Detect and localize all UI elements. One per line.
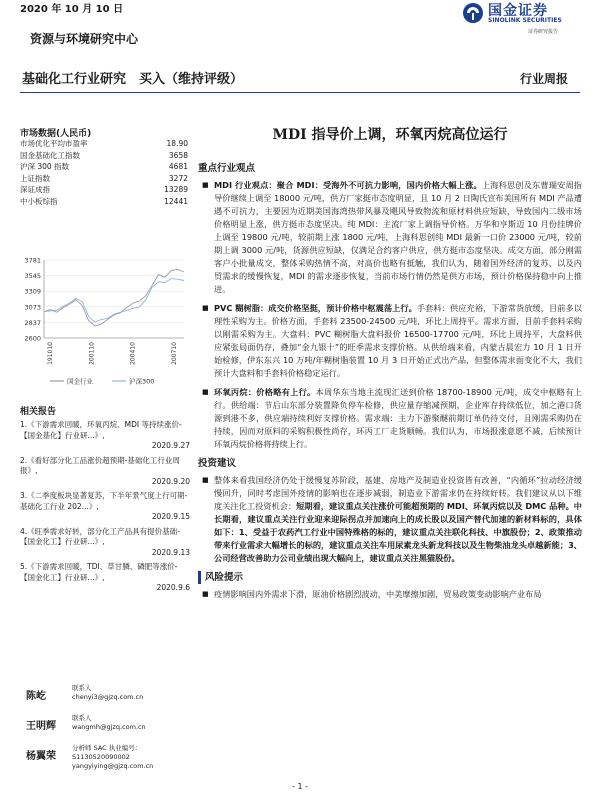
section-heading-investment: 投资建议	[198, 458, 237, 469]
table-row	[20, 184, 188, 196]
y-tick-label: 2600	[24, 334, 41, 343]
market-value: 3272	[168, 173, 188, 183]
market-label: 上证指数	[20, 173, 50, 183]
advice-text: 整体来看我国经济仍处于缓慢复苏阶段，基建、房地产及制造业投资皆有改善，“内循环”拉动经济缓慢回升，同时考虑国外疫情的影响也在逐步减弱，制造业下游需求仍在持续好转。我们建议从以下维度关注化工投资机会：	[214, 475, 582, 511]
market-label: 国金基础化工指数	[20, 150, 80, 160]
list-item	[198, 386, 582, 451]
advice-bold: 短期看，建议重点关注涨价可能超预期的 MDI、环氧丙烷以及 DMC 品种。中长期看，建议重点关注行业迎来迎际拐点并加速向上的成长股以及国产替代加速的新材料标的，具体如下：1、受益于农药汽工行业中国特殊格的标的，建议重点关注联化科技、中旗股份；2、政策推动带来行业需求大幅增长的标的，建议重点关注车用尿素龙头新龙科技以及生物柴油龙头卓越新能；3、公司经营改善助力公司业绩出现大幅向上，建议重点关注黑猫股份。	[214, 501, 582, 563]
bullet-icon: ■	[202, 476, 209, 484]
table-row	[20, 173, 188, 185]
x-tick-label: 200410	[129, 342, 137, 365]
bullet-icon: ■	[202, 590, 209, 598]
item-lead: PVC 糊树脂：成交价格坚挺，预计价格中枢震荡上行。	[214, 303, 417, 313]
list-item[interactable]	[20, 456, 190, 488]
analyst-name: 王明辉	[26, 721, 56, 732]
x-tick-label: 200110	[88, 342, 96, 365]
list-item	[198, 179, 582, 296]
market-label: 市场优化平均市盈率	[20, 139, 88, 149]
brand-logo	[462, 2, 582, 36]
analyst-card	[20, 744, 190, 774]
related-reports-title: 相关报告	[20, 407, 57, 417]
related-date: 2020.9.15	[151, 512, 190, 521]
market-data-title: 市场数据(人民币)	[20, 129, 92, 139]
index-line-chart	[14, 254, 194, 394]
list-item[interactable]	[20, 562, 190, 594]
series-line-0	[44, 269, 184, 326]
related-date: 2020.9.13	[151, 547, 190, 557]
related-date: 2020.9.20	[151, 476, 190, 486]
analyst-email[interactable]: chenyi3@gjzq.com.cn	[72, 693, 144, 701]
item-lead: MDI 行业观点：聚合 MDI：受海外不可抗力影响，国内价格大幅上涨。	[214, 180, 482, 190]
related-date: 2020.9.27	[151, 441, 190, 450]
item-body: 本周华东当地主流现汇送到价格 18700-18900 元/吨，成交中枢略有上行。供给端：节后山东部分装置降负停车检修，供应量存缩减预期，企业库存持续低位，加之港口货源到港不多，供应端持续利好支撑价格。需求端：主力下游聚醚前期订单仍待交付，且刚需采购仍在持续，因而对原料的采购积极性尚存，环丙工厂走货顺畅。我们认为，市场报涨意愿不减，后续预计环氧丙烷价格将持续上行。	[214, 387, 582, 449]
related-text: 5.《下游需求回暖，TDI、草甘膦、磷肥等涨价-【国金化工】行业研...》,	[20, 562, 178, 582]
bullet-icon: ■	[202, 304, 209, 312]
analyst-name: 杨翼荣	[26, 751, 56, 762]
analyst-info	[72, 744, 153, 771]
related-text: 2.《看好部分化工品涨价超预期-基础化工行业周报》,	[20, 455, 180, 475]
item-body: 手套料：供应充裕，下游常货放缓，目前多以理性采购为主。价格方面，手套料 23500-24500 元/吨，环比上周持平。需求方面，目前手套料采购以刚需采购为主。大盘料：PVC 糊树脂大盘料报价 16500-17700 元/吨，环比上周持平，大盘料供应紧张局面仍存，叠加“金九银十”的旺季需求支撑价格。从供给端来看，内蒙古晨宏力 10 月 1 日开始检修，伊东东兴 10 万吨/年糊树脂装置 10 月 3 日开始正式出产品，但整体需求面变化不大，我们预计大盘料和手套料价格稳定运行。	[214, 303, 582, 378]
table-row	[20, 196, 188, 208]
table-row	[20, 161, 188, 173]
analyst-info	[72, 684, 143, 702]
industry-rating: 基础化工行业研究 买入（维持评级）	[22, 72, 244, 87]
list-item	[198, 302, 582, 380]
analyst-card	[20, 714, 190, 744]
logo-text-en: SINOLINK SECURITIES	[488, 17, 562, 24]
analyst-card	[20, 684, 190, 714]
y-tick-label: 3073	[24, 303, 41, 312]
x-tick-label: 200710	[171, 342, 178, 365]
related-reports-list	[20, 420, 190, 598]
report-type: 行业周报	[519, 72, 568, 86]
market-value: 12441	[164, 196, 188, 206]
analyst-list	[20, 684, 190, 774]
list-item	[198, 474, 582, 565]
analyst-info	[72, 714, 146, 732]
bullet-icon: ■	[202, 181, 209, 189]
y-tick-label: 3545	[24, 272, 41, 281]
market-label: 沪深 300 指数	[20, 162, 70, 172]
legend-label: 沪深300	[129, 377, 155, 386]
market-label: 中小板综指	[20, 196, 58, 206]
list-item[interactable]	[20, 491, 190, 523]
analyst-role: 联系人	[72, 684, 92, 692]
report-label: 证券研究报告	[528, 29, 559, 35]
item-body: 上海科思创及东曹瑞安周指导价继续上调至 18000 元/吨，供方厂家挺市态度明显，且 10 月 2 日陶氏宣布美国所有 MDI 产品遭遇不可抗力，主要因为近期美国海湾热带风暴及飓风导致物流和原材料供应短缺，导致国内二级市场价格明显上涨，供方挺市态度坚决。纯 MDI：主流厂家上调指导价格。万华和亨斯迈 10 月份挂牌价上调至 19800 元/吨，较前期上涨 1800 元/吨，上海科思创纯 MDI 最新一口价 23000 元/吨，较前期上调 3000 元/吨，货源供应短缺，仅满足合约客户供应，供方挺市态度坚决。成交方面，部分刚需客户小批量成交，整体采购热情不高，对高价也略有抵触，我们认为，随着国外经济的复苏，以及内贸需求的缓慢恢复，MDI 的需求逐步恢复，当前市场行情仍然是供方市场，预计价格保持稳中向上推进。	[214, 180, 582, 294]
market-value: 4681	[168, 162, 188, 172]
related-text: 4.《旺季需求好转，部分化工产品具有提价基础-【国金化工】行业研...》,	[20, 526, 180, 546]
y-tick-label: 3781	[24, 256, 41, 265]
list-item[interactable]	[20, 420, 190, 452]
x-tick-label: 191010	[47, 342, 54, 365]
sinolink-logo-icon	[462, 2, 484, 24]
report-date: 2020 年 10 月 10 日	[20, 4, 124, 15]
page-number: - 1 -	[292, 782, 308, 791]
related-date: 2020.9.6	[156, 583, 190, 592]
analyst-name: 陈屹	[26, 691, 46, 702]
market-data-table	[20, 138, 188, 207]
logo-text-cn: 国金证券	[488, 3, 548, 19]
y-tick-label: 3309	[24, 287, 41, 296]
series-line-1	[44, 279, 184, 323]
related-text: 1.《下游需求回暖，环氧丙烷、MDI 等持续涨价-【国金基化】行业研...》,	[20, 420, 182, 440]
analyst-email[interactable]: yangyiying@gjzq.com.cn	[72, 762, 154, 770]
market-label: 深证成指	[20, 185, 50, 195]
list-item	[198, 588, 582, 601]
list-item[interactable]	[20, 527, 190, 559]
legend-label: 国金行业	[67, 377, 93, 386]
analyst-role: 分析师 SAC 执业编号：	[72, 744, 142, 752]
y-tick-label: 2837	[24, 318, 41, 327]
analyst-role: 联系人	[72, 714, 92, 722]
item-lead: 环氧丙烷：价格略有上行。	[214, 387, 316, 397]
market-value: 13289	[164, 185, 188, 195]
analyst-sac-number: S1130520090002	[72, 753, 130, 761]
report-title: MDI 指导价上调，环氧丙烷高位运行	[272, 127, 508, 143]
related-text: 3.《二季度板块显著复苏，下半年景气度上行可期-基础化工行业 202...》,	[20, 491, 188, 511]
section-heading-key-views: 重点行业观点	[198, 163, 256, 174]
bullet-icon: ■	[202, 388, 209, 396]
analyst-email[interactable]: wangmh@gjzq.com.cn	[72, 723, 146, 731]
table-row	[20, 150, 188, 162]
table-row	[20, 138, 188, 150]
market-value: 18.90	[166, 139, 188, 149]
risk-text: 疫情影响国内外需求下滑，原油价格剧烈波动，中美摩擦加剧，贸易政策变动影响产业布局	[214, 589, 542, 599]
research-center: 资源与环境研究中心	[30, 32, 139, 46]
section-heading-risk: 风险提示	[198, 571, 582, 584]
main-content	[198, 160, 582, 607]
market-value: 3658	[168, 150, 188, 160]
